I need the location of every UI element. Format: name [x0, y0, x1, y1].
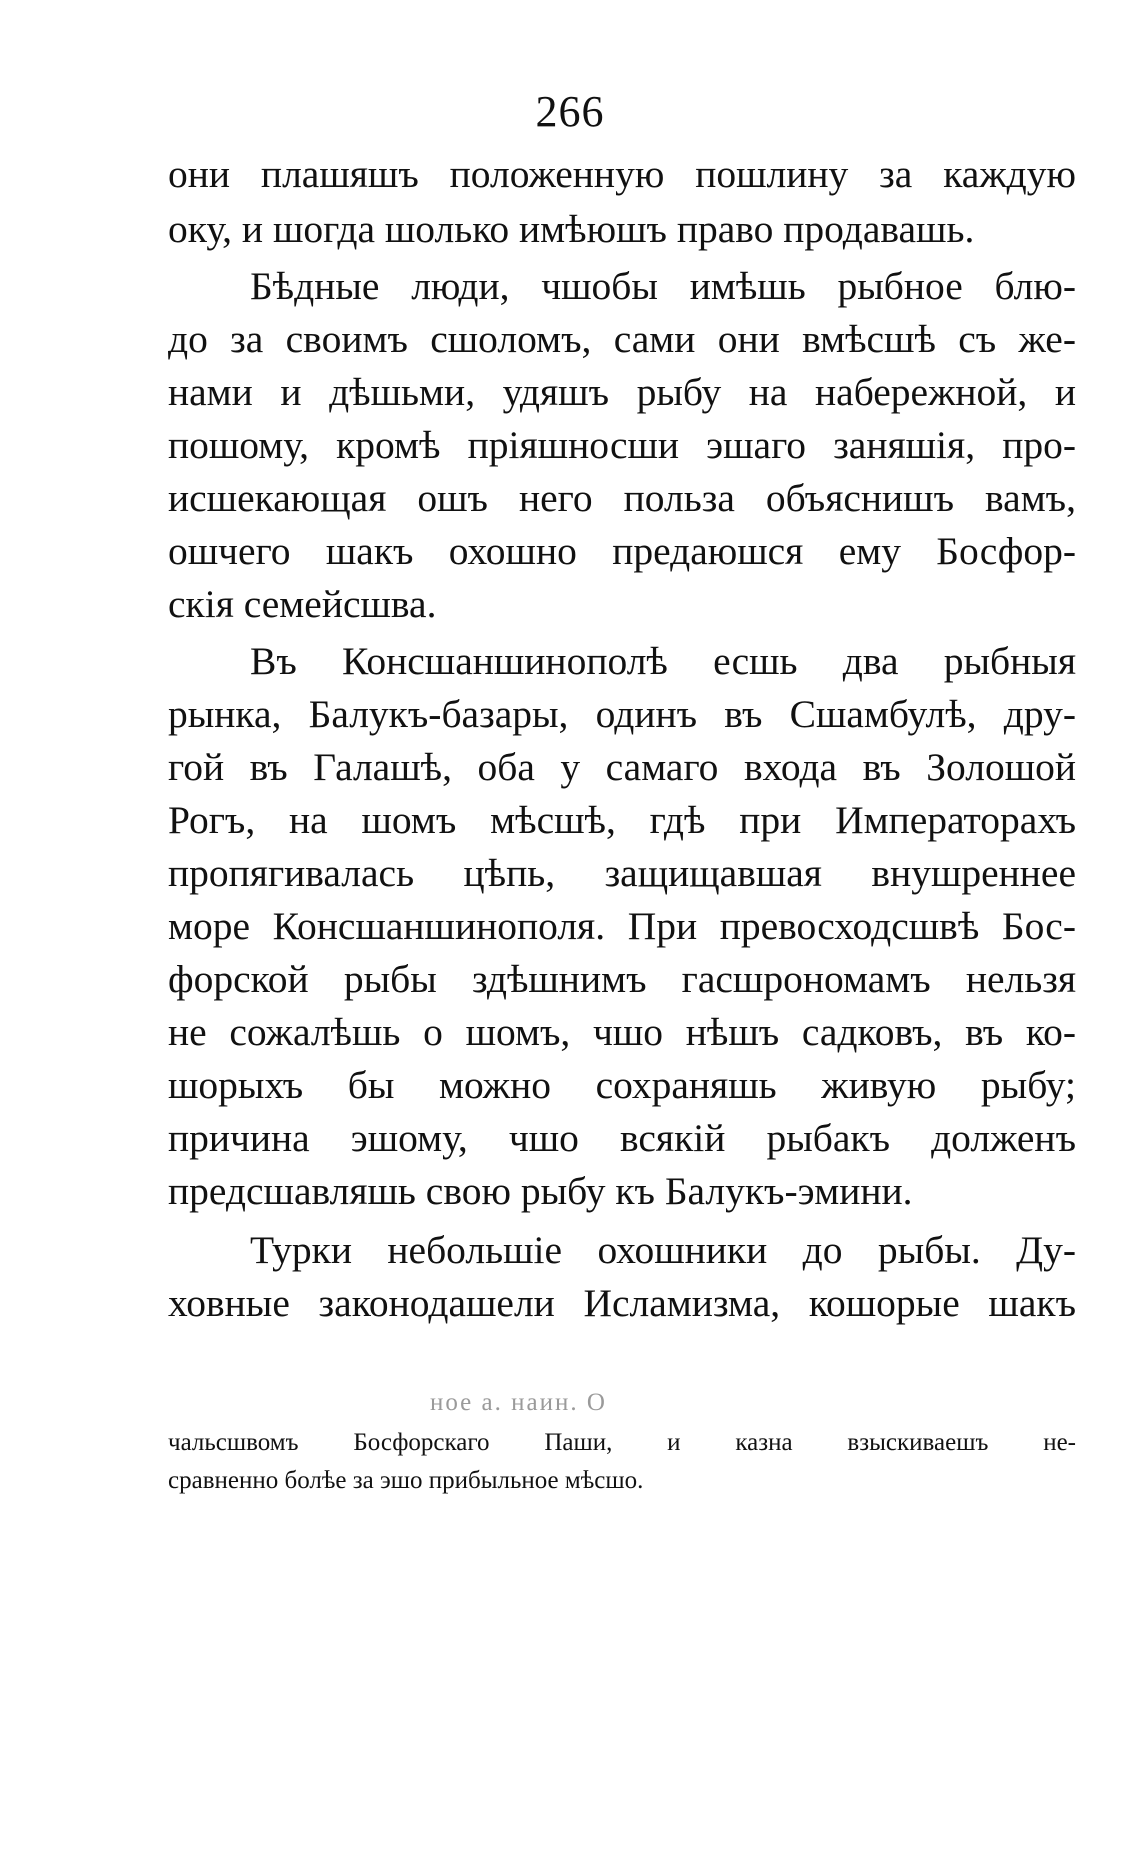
text-line: не сожалѣшь о шомъ, чшо нѣшъ садковъ, въ ко-: [168, 1010, 1076, 1054]
text-line: пропягивалась цѣпь, защищавшая внушреннее: [168, 851, 1076, 895]
text-line: они плашяшъ положенную пошлину за каждую: [168, 152, 1076, 196]
text-line: ховные законодашели Исламизма, кошорые шакъ: [168, 1281, 1076, 1325]
text-line: исшекающая ошъ него польза объяснишъ вамъ,: [168, 476, 1076, 520]
text-line: море Консшаншинополя. При превосходсшвѣ Бос-: [168, 904, 1076, 948]
text-line: ошчего шакъ охошно предаюшся ему Босфор-: [168, 529, 1076, 573]
footnote-line: сравненно болѣе за эшо прибыльное мѣсшо.: [168, 1467, 644, 1494]
footnote-line: ное а. наин. О: [430, 1389, 607, 1416]
footnote-line: чальсшвомъ Босфорскаго Паши, и казна взыскиваешъ не-: [168, 1429, 1076, 1456]
text-line: Бѣдные люди, чшобы имѣшь рыбное блю-: [250, 264, 1076, 308]
text-line: нами и дѣшьми, удяшъ рыбу на набережной, и: [168, 370, 1076, 414]
text-line: скія семейсшва.: [168, 582, 437, 626]
text-line: Турки небольшіе охошники до рыбы. Ду-: [250, 1228, 1076, 1272]
text-line: оку, и шогда шолько имѣюшъ право продавашь.: [168, 207, 975, 251]
text-line: пошому, кромѣ пріяшносши эшаго заняшія, про-: [168, 423, 1076, 467]
text-line: Рогъ, на шомъ мѣсшѣ, гдѣ при Императорахъ: [168, 798, 1076, 842]
text-line: причина эшому, чшо всякій рыбакъ долженъ: [168, 1116, 1076, 1160]
page-number: 266: [535, 87, 605, 136]
text-line: шорыхъ бы можно сохраняшь живую рыбу;: [168, 1063, 1076, 1107]
text-line: гой въ Галашѣ, оба у самаго входа въ Золошой: [168, 745, 1076, 789]
text-line: до за своимъ сшоломъ, сами они вмѣсшѣ съ же-: [168, 317, 1076, 361]
text-line: предсшавляшь свою рыбу къ Балукъ-эмини.: [168, 1169, 913, 1213]
text-line: форской рыбы здѣшнимъ гасшрономамъ нельзя: [168, 957, 1076, 1001]
text-line: рынка, Балукъ-базары, одинъ въ Сшамбулѣ, дру-: [168, 692, 1076, 736]
text-line: Въ Консшаншинополѣ есшь два рыбныя: [250, 639, 1076, 683]
